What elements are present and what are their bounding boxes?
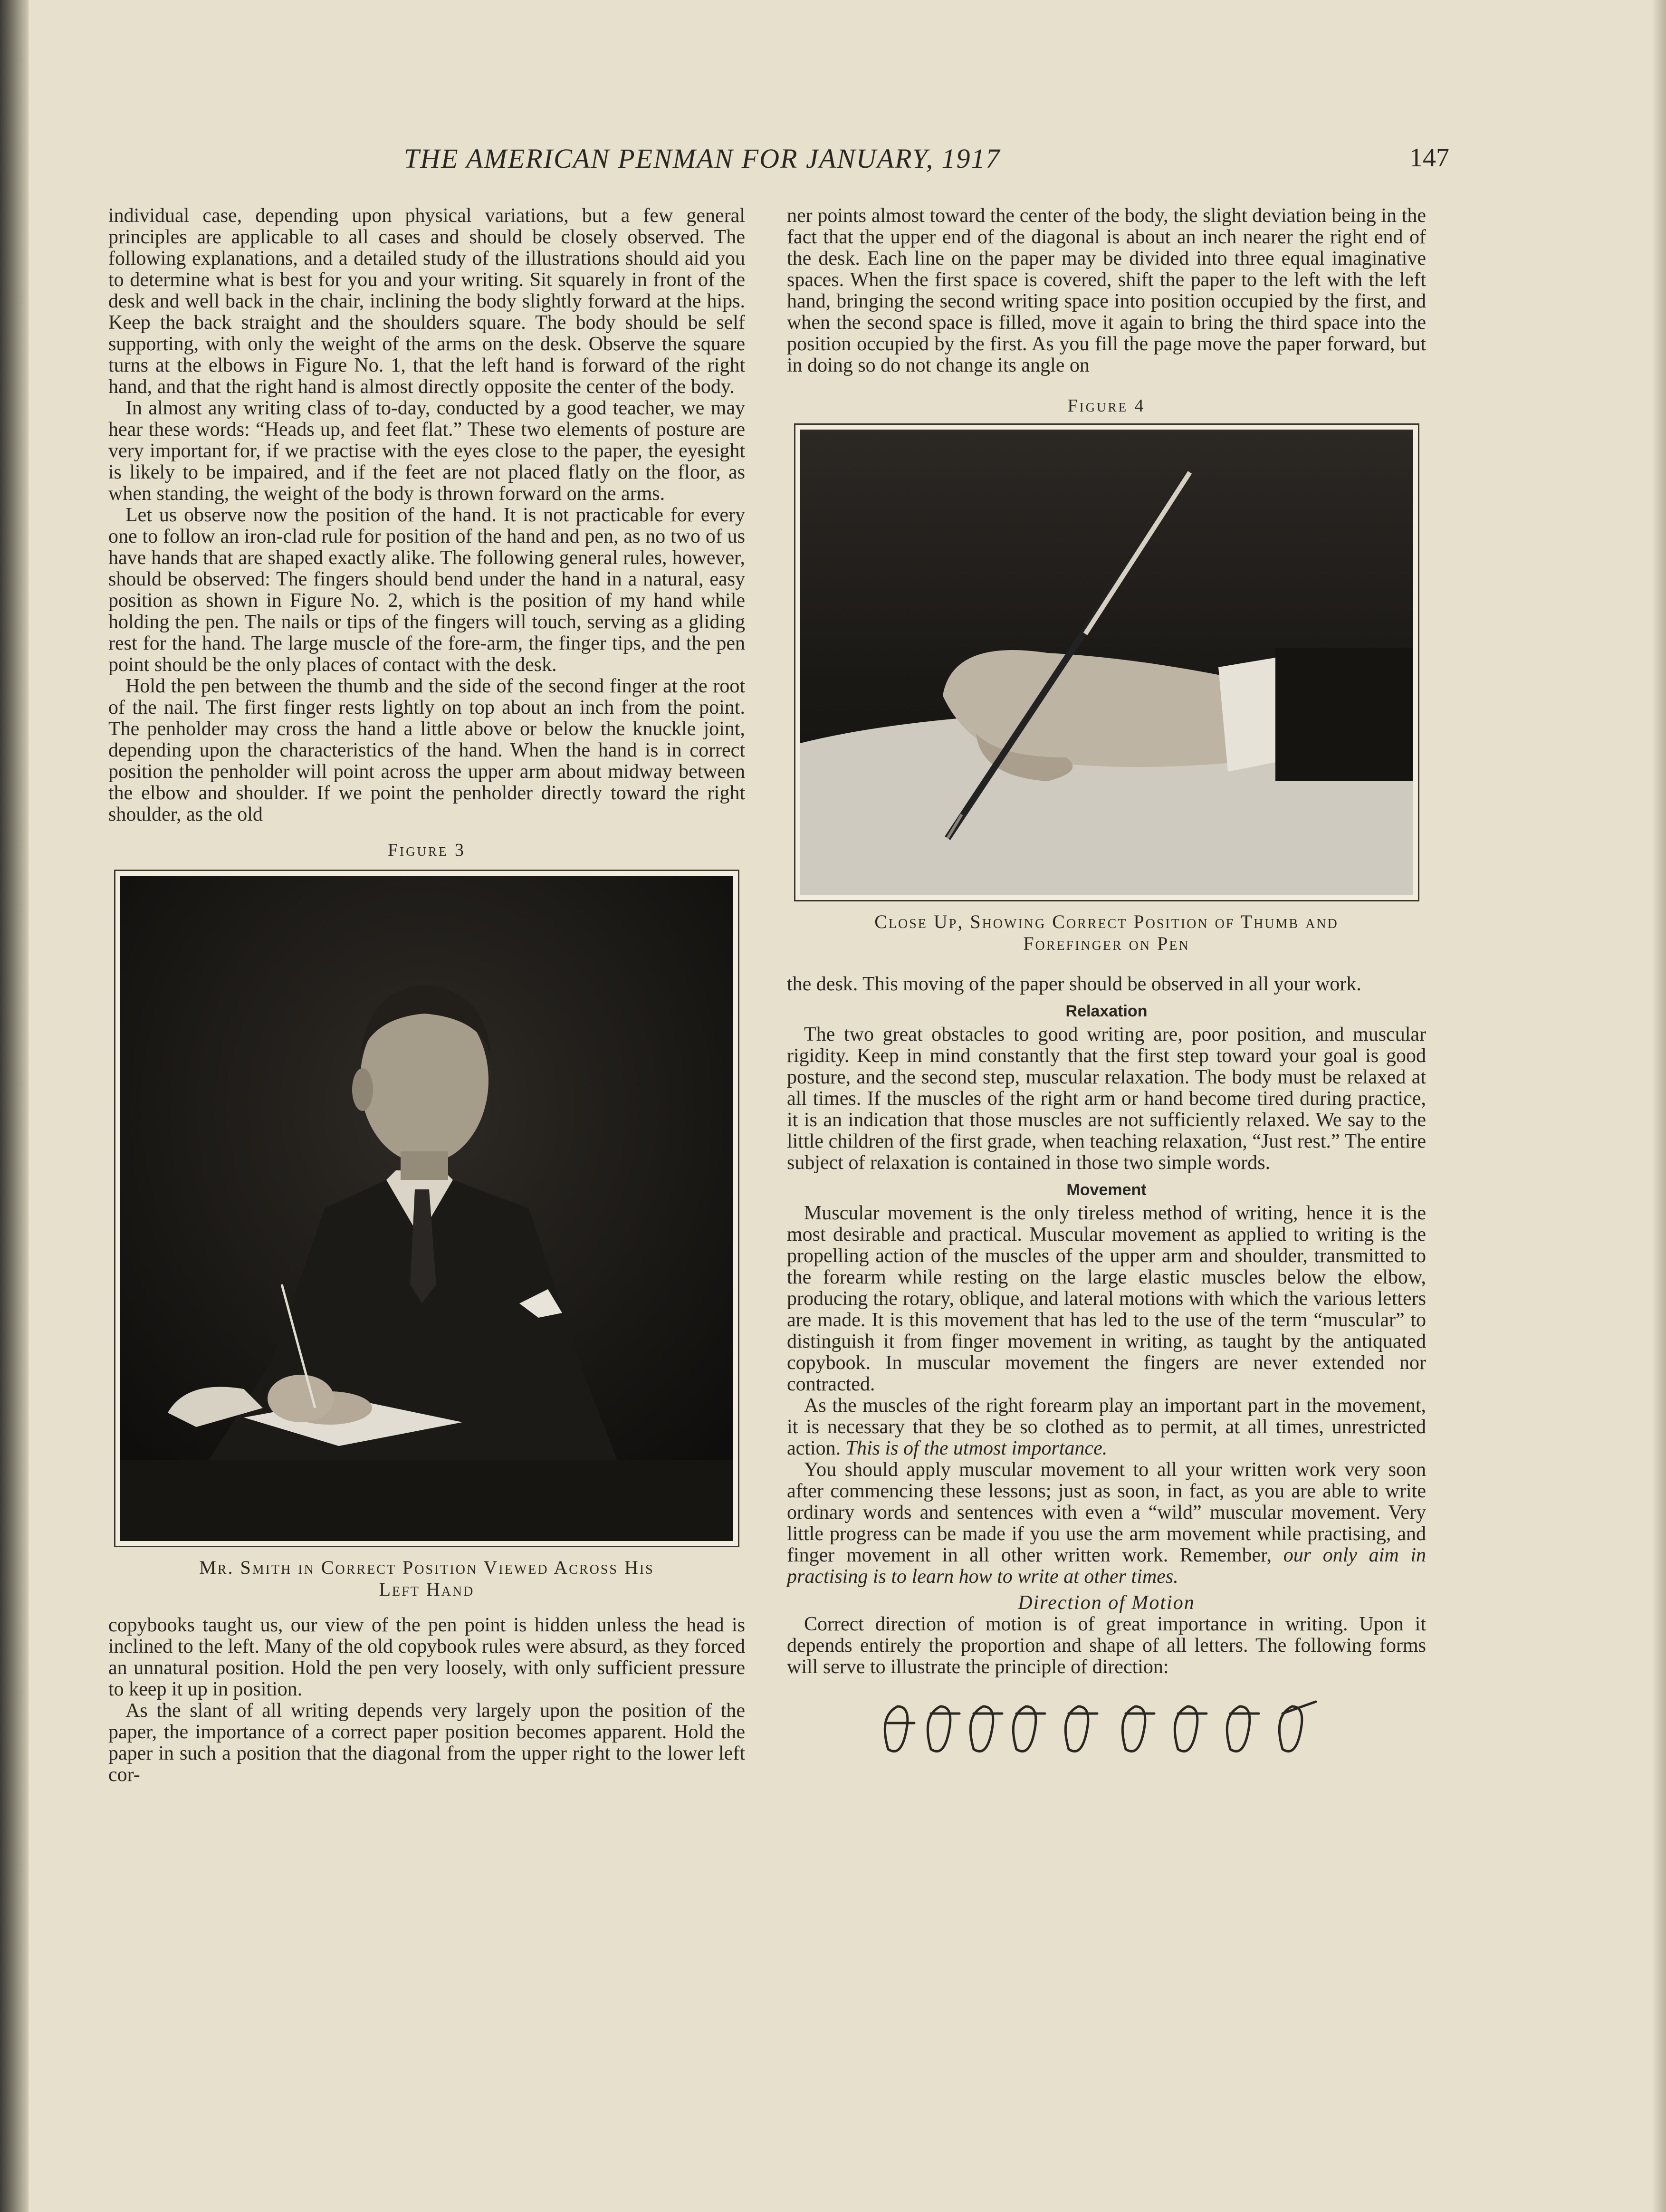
figure-4-label: Figure 4: [1067, 396, 1146, 416]
header-title: THE AMERICAN PENMAN FOR JANUARY, 1917: [404, 143, 1001, 174]
page-gutter-shadow: [0, 0, 29, 2212]
paragraph: Hold the pen between the thumb and the side of the second finger at the root of the nail. The first finger rests lightly on top about an inch from the point. The penholder may cross the hand a little above or below the knuckle joint, depending upon the characteristics of the hand. When the hand is in correct position the penholder will point across the upper arm about midway between the elbow and shoulder. If we point the penholder directly toward the right shoulder, as the old: [108, 675, 745, 825]
paragraph: the desk. This moving of the paper should be observed in all your work.: [787, 973, 1361, 995]
paragraph: The two great obstacles to good writing are, poor position, and muscular rigidity. Keep in mind constantly that the first step toward your goal is good posture, and the second step, muscular relaxation. The body must be relaxed at all times. If the muscles of the right arm or hand become tired during practice, it is an indication that those muscles are not sufficiently relaxed. We say to the little children of the first grade, when teaching relaxation, “Just rest.” The entire subject of relaxation is contained in those two simple words.: [787, 1024, 1426, 1174]
paragraph: individual case, depending upon physical variations, but a few general principles are applicable to all cases and should be closely observed. The following explanations, and a detailed study of the illustrations should aid you to determine what is best for you and your writing. Sit squarely in front of the desk and well back in the chair, inclining the body slightly forward at the hips. Keep the back straight and the shoulders square. The body should be self supporting, with only the weight of the arms on the desk. Observe the square turns at the elbows in Figure No. 1, that the left hand is forward of the right hand, and that the right hand is almost directly opposite the center of the body.: [108, 205, 745, 398]
figure-3-caption: [108, 1557, 745, 1600]
paragraph: Muscular movement is the only tireless method of writing, hence it is the most desirable and practical. Muscular movement as applied to writing is the propelling action of the muscles of the upper arm and shoulder, transmitted to the forearm while resting on the large elastic muscles below the elbow, producing the rotary, oblique, and lateral motions with which the various letters are made. It is this movement that has led to the use of the term “muscular” to distinguish it from finger movement in writing, as taught by the antiquated copybook. In muscular movement the fingers are never extended nor contracted.: [787, 1202, 1426, 1395]
paragraph: [787, 1459, 1426, 1588]
figure-4-photo: [800, 430, 1413, 895]
section-heading-movement: Movement: [1066, 1181, 1147, 1199]
paragraph-emphasis: This is of the utmost importance.: [845, 1437, 1108, 1459]
figure-3-caption-line1: Mr. Smith in Correct Position Viewed Across His: [199, 1557, 654, 1578]
figure-3-label: Figure 3: [387, 840, 466, 860]
handwritten-oval-forms: [869, 1687, 1344, 1768]
section-heading-direction: Direction of Motion: [1018, 1592, 1195, 1614]
section-heading-relaxation: Relaxation: [1065, 1002, 1148, 1020]
page-edge-shadow: [1652, 0, 1666, 2212]
figure-3-frame: [114, 870, 739, 1547]
figure-4-caption: [787, 911, 1426, 955]
figure-3-photo: [120, 876, 733, 1541]
figure-4-caption-line1: Close Up, Showing Correct Position of Thumb and: [874, 911, 1339, 932]
paragraph: In almost any writing class of to-day, conducted by a good teacher, we may hear these words: “Heads up, and feet flat.” These two elements of posture are very important for, if we practise with the eyes close to the paper, the eyesight is likely to be impaired, and if the feet are not placed flatly on the floor, as when standing, the weight of the body is thrown forward on the arms.: [108, 397, 745, 505]
paragraph-text: You should apply muscular movement to all your written work very soon after commencing these lessons; just as soon, in fact, as you are able to write ordinary words and sentences with even a “wild” muscular movement. Very little progress can be made if you use the arm movement while practising, and finger movement in all other written work. Remember,: [787, 1459, 1426, 1566]
paragraph-text: As the muscles of the right forearm play an important part in the movement, it is necessary that they be so clothed as to permit, at all times, unrestricted action.: [787, 1395, 1426, 1459]
figure-4-caption-line2: Forefinger on Pen: [1023, 933, 1190, 954]
page-number: 147: [1409, 143, 1449, 172]
paragraph: Let us observe now the position of the hand. It is not practicable for every one to follow an iron-clad rule for position of the hand and pen, as no two of us have hands that are shaped exactly alike. The following general rules, however, should be observed: The fingers should bend under the hand in a natural, easy position as shown in Figure No. 2, which is the position of my hand while holding the pen. The nails or tips of the fingers will touch, serving as a gliding rest for the hand. The large muscle of the fore-arm, the finger tips, and the pen point should be the only places of contact with the desk.: [108, 504, 745, 676]
right-column: [787, 205, 1426, 1768]
man-writing-illustration: [120, 876, 733, 1541]
running-header: [404, 143, 1449, 181]
paragraph: ner points almost toward the center of the body, the slight deviation being in the fact that the upper end of the diagonal is about an inch nearer the right end of the desk. Each line on the paper may be divided into three equal imaginative spaces. When the first space is covered, shift the paper to the left with the left hand, bringing the second writing space into position occupied by the first, and when the second space is filled, move it again to bring the third space into the position occupied by the first. As you fill the page move the paper forward, but in doing so do not change its angle on: [787, 205, 1426, 376]
paragraph: [787, 1395, 1426, 1459]
left-column: [108, 205, 745, 1786]
paragraph: As the slant of all writing depends very largely upon the position of the paper, the importance of a correct paper position becomes apparent. Hold the paper in such a position that the diagonal from the upper right to the lower left cor-: [108, 1700, 745, 1786]
figure-4-frame: [794, 423, 1419, 901]
paragraph: copybooks taught us, our view of the pen point is hidden unless the head is inclined to the left. Many of the old copybook rules were absurd, as they forced an unnatural position. Hold the pen very loosely, with only sufficient pressure to keep it up in position.: [108, 1614, 745, 1700]
paragraph: Correct direction of motion is of great importance in writing. Upon it depends entirely the proportion and shape of all letters. The following forms will serve to illustrate the principle of direction:: [787, 1613, 1426, 1678]
paragraph-emphasis: our only aim in practising is to learn how to write at other times.: [787, 1544, 1426, 1588]
figure-3-caption-line2: Left Hand: [379, 1579, 475, 1600]
hand-holding-pen-illustration: [800, 430, 1413, 895]
